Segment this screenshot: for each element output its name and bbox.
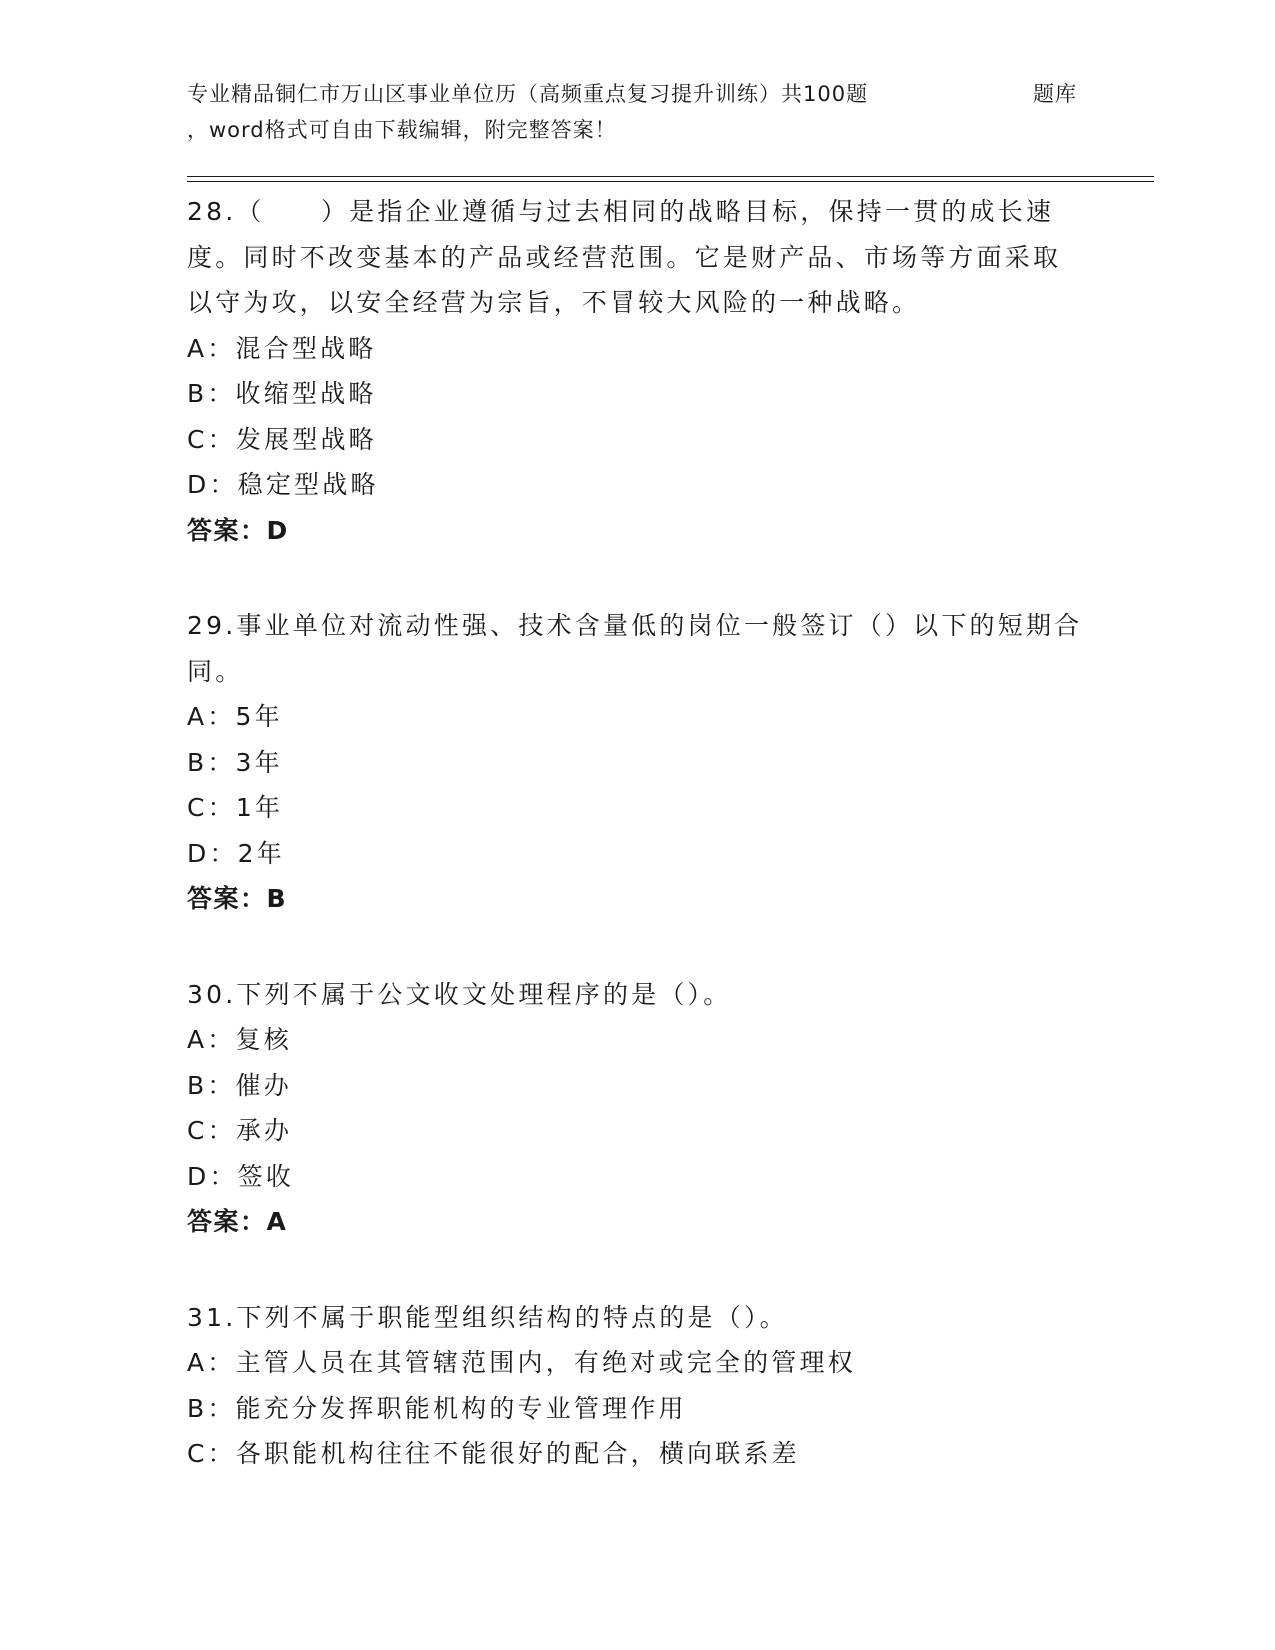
option-b: B：3年 <box>187 747 283 777</box>
option-a: A：复核 <box>187 1025 292 1054</box>
answer: 答案：A <box>187 1207 288 1236</box>
option-c: C：发展型战略 <box>187 424 377 454</box>
question-30 <box>187 972 1087 1245</box>
question-list <box>187 189 1087 1477</box>
page-header <box>187 76 1087 148</box>
question-31 <box>187 1295 1087 1477</box>
question-bank-tag: 题库 <box>1033 82 1077 106</box>
option-b: B：收缩型战略 <box>187 379 377 408</box>
option-d: D：签收 <box>187 1161 295 1191</box>
option-d: D：2年 <box>187 838 285 868</box>
option-c: C：1年 <box>187 793 284 822</box>
header-divider-bottom <box>187 181 1154 182</box>
document-subtitle: ，word格式可自由下载编辑，附完整答案！ <box>187 118 617 142</box>
option-c: C：各职能机构往往不能很好的配合，横向联系差 <box>187 1439 800 1468</box>
question-28 <box>187 189 1087 553</box>
question-stem: 28.（ ）是指企业遵循与过去相同的战略目标，保持一贯的成长速度。同时不改变基本的产品或经营范围。它是财产品、市场等方面采取以守为攻，以安全经营为宗旨，不冒较大风险的一种战略。 <box>187 197 1062 317</box>
option-a: A：主管人员在其管辖范围内，有绝对或完全的管理权 <box>187 1348 856 1377</box>
option-a: A：5年 <box>187 702 283 731</box>
question-stem: 29.事业单位对流动性强、技术含量低的岗位一般签订（）以下的短期合同。 <box>187 611 1083 686</box>
header-divider-top <box>187 176 1154 177</box>
option-b: B：能充分发挥职能机构的专业管理作用 <box>187 1393 687 1423</box>
option-c: C：承办 <box>187 1116 293 1145</box>
header-line <box>187 76 1087 112</box>
question-stem: 31.下列不属于职能型组织结构的特点的是（）。 <box>187 1302 788 1332</box>
question-stem: 30.下列不属于公文收文处理程序的是（）。 <box>187 979 732 1009</box>
option-b: B：催办 <box>187 1070 292 1100</box>
answer: 答案：B <box>187 884 288 913</box>
question-29 <box>187 603 1087 922</box>
answer: 答案：D <box>187 515 289 545</box>
option-a: A：混合型战略 <box>187 333 377 363</box>
option-d: D：稳定型战略 <box>187 470 379 499</box>
document-title: 专业精品铜仁市万山区事业单位历（高频重点复习提升训练）共100题 <box>187 82 869 106</box>
